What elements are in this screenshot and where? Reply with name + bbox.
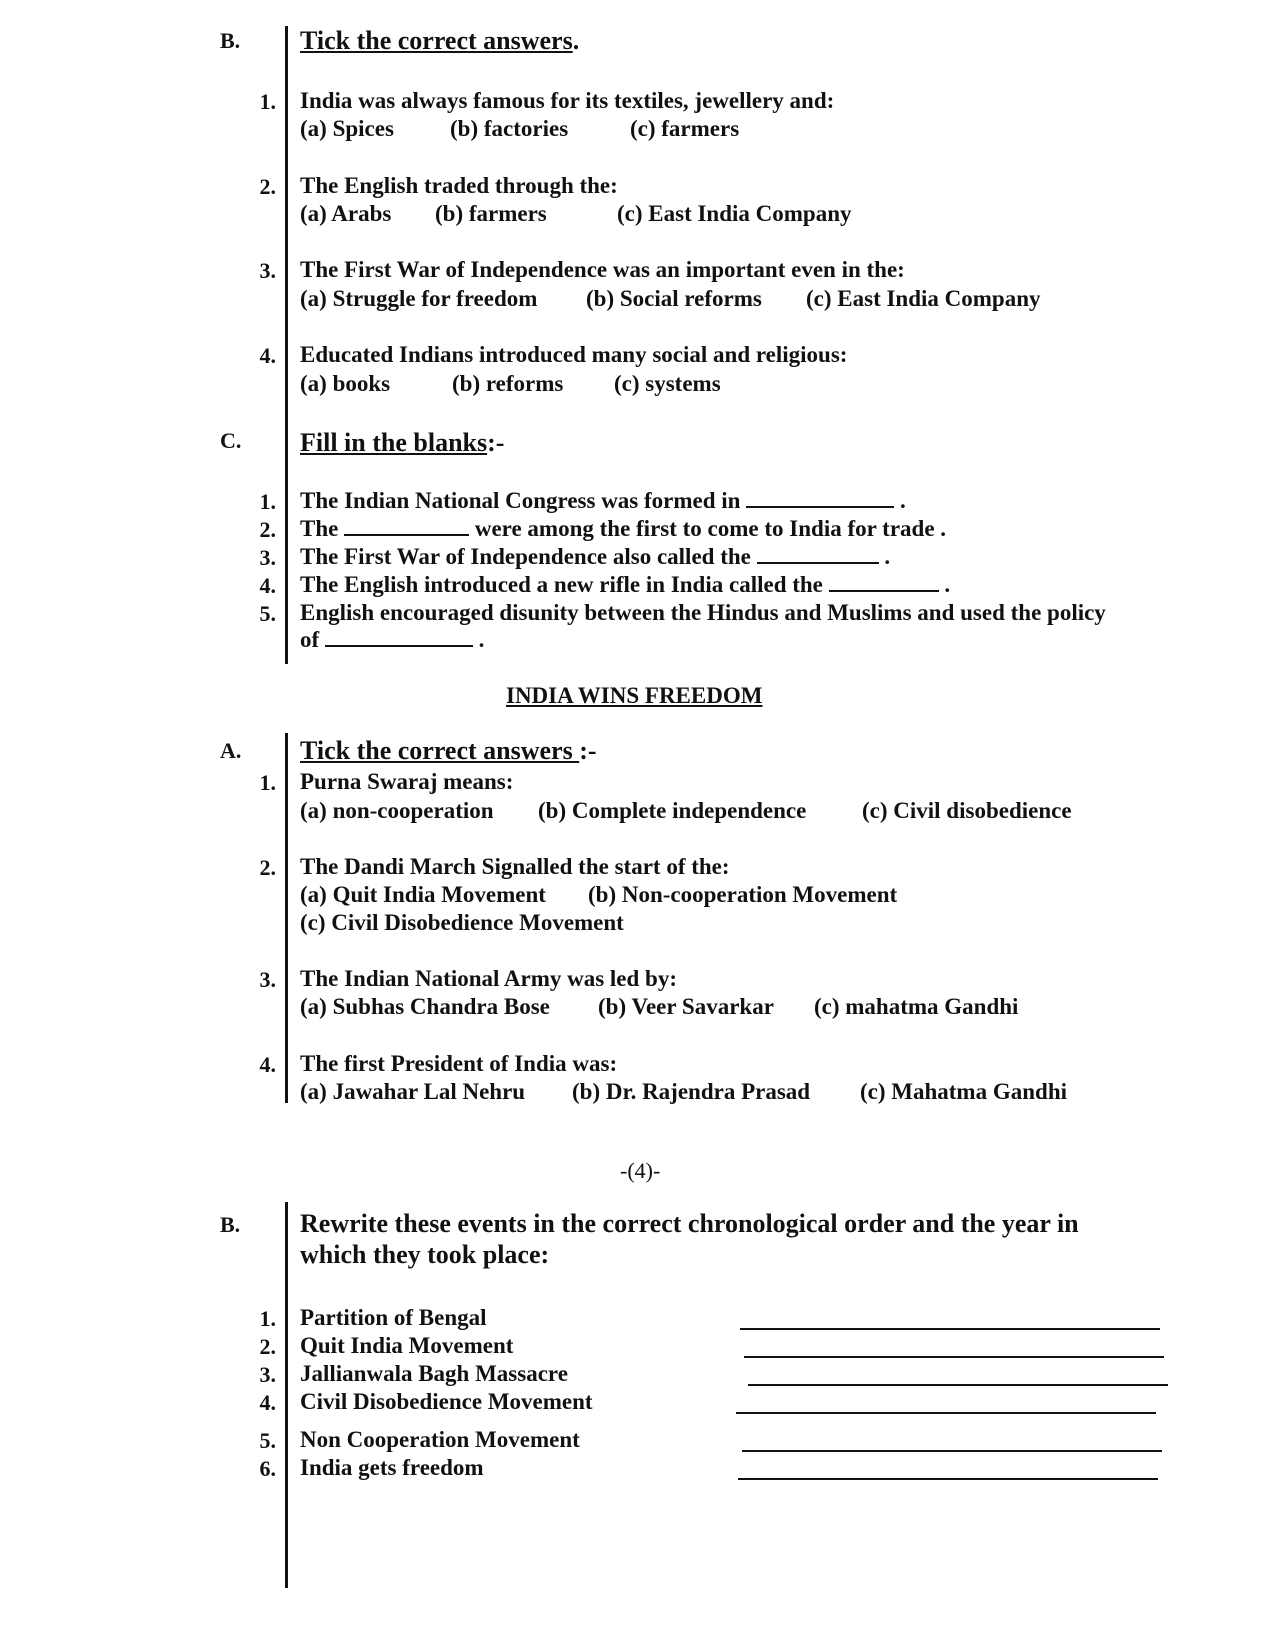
question-text: The Indian National Army was led by:: [300, 966, 678, 991]
event-number: 5.: [259, 1428, 276, 1453]
option-c[interactable]: (c) systems: [614, 371, 721, 396]
event-number: 3.: [259, 1362, 276, 1387]
page-number: -(4)-: [620, 1158, 661, 1183]
question-number: 1.: [259, 89, 276, 114]
question-text: Educated Indians introduced many social and religious:: [300, 342, 848, 367]
event-text: India gets freedom: [300, 1455, 484, 1480]
question-text: The First War of Independence was an important even in the:: [300, 257, 905, 282]
question-number: 1.: [259, 770, 276, 795]
blank-sentence: English encouraged disunity between the Hindus and Muslims and used the policy: [300, 600, 1106, 625]
question-number: 4.: [259, 343, 276, 368]
option-c[interactable]: (c) farmers: [630, 116, 740, 141]
margin-rule: [285, 1202, 288, 1588]
blank-sentence: The were among the first to come to India for trade .: [300, 516, 947, 541]
blank-number: 4.: [259, 573, 276, 598]
option-a[interactable]: (a) Jawahar Lal Nehru: [300, 1079, 526, 1104]
margin-rule: [285, 26, 288, 664]
event-text: Civil Disobedience Movement: [300, 1389, 593, 1414]
blank-sentence: The Indian National Congress was formed in .: [300, 488, 906, 513]
blank-line[interactable]: [829, 589, 939, 592]
question-text: Purna Swaraj means:: [300, 769, 514, 794]
option-b[interactable]: (b) Veer Savarkar: [598, 994, 774, 1019]
option-b[interactable]: (b) factories: [450, 116, 569, 141]
question-number: 2.: [259, 855, 276, 880]
answer-line[interactable]: [748, 1384, 1168, 1386]
option-c[interactable]: (c) East India Company: [617, 201, 852, 226]
option-a[interactable]: (a) Quit India Movement: [300, 882, 546, 907]
option-b[interactable]: (b) Dr. Rajendra Prasad: [572, 1079, 811, 1104]
blank-number: 3.: [259, 545, 276, 570]
option-a[interactable]: (a) Subhas Chandra Bose: [300, 994, 550, 1019]
answer-line[interactable]: [738, 1478, 1158, 1480]
option-c[interactable]: (c) mahatma Gandhi: [814, 994, 1019, 1019]
option-c[interactable]: (c) Civil disobedience: [862, 798, 1072, 823]
answer-line[interactable]: [740, 1328, 1160, 1330]
event-number: 1.: [259, 1306, 276, 1331]
option-b[interactable]: (b) Complete independence: [538, 798, 807, 823]
section-letter: B.: [220, 1212, 241, 1237]
margin-rule: [285, 733, 288, 1103]
option-a[interactable]: (a) Struggle for freedom: [300, 286, 538, 311]
option-b[interactable]: (b) Social reforms: [586, 286, 762, 311]
option-a[interactable]: (a) non-cooperation: [300, 798, 494, 823]
blank-line[interactable]: [344, 533, 469, 536]
question-text: The first President of India was:: [300, 1051, 618, 1076]
blank-line[interactable]: [757, 561, 879, 564]
section-letter: A.: [220, 738, 242, 763]
event-text: Quit India Movement: [300, 1333, 514, 1358]
section-heading: Tick the correct answers :-: [300, 736, 597, 765]
section-heading: Fill in the blanks:-: [300, 428, 505, 457]
chapter-title: INDIA WINS FREEDOM: [506, 683, 763, 708]
section-heading: Rewrite these events in the correct chronological order and the year in: [300, 1209, 1079, 1238]
event-number: 6.: [259, 1456, 276, 1481]
answer-line[interactable]: [736, 1412, 1156, 1414]
section-letter: C.: [220, 428, 242, 453]
question-number: 4.: [259, 1052, 276, 1077]
event-text: Non Cooperation Movement: [300, 1427, 580, 1452]
blank-sentence: The First War of Independence also called the .: [300, 544, 891, 569]
option-b[interactable]: (b) Non-cooperation Movement: [588, 882, 898, 907]
blank-number: 2.: [259, 517, 276, 542]
option-b[interactable]: (b) farmers: [435, 201, 547, 226]
event-number: 2.: [259, 1334, 276, 1359]
blank-line[interactable]: [325, 644, 473, 647]
option-c[interactable]: (c) Civil Disobedience Movement: [300, 910, 624, 935]
section-heading-cont: which they took place:: [300, 1240, 550, 1269]
question-number: 3.: [259, 967, 276, 992]
event-text: Jallianwala Bagh Massacre: [300, 1361, 568, 1386]
blank-sentence-cont: of .: [300, 627, 485, 652]
option-b[interactable]: (b) reforms: [452, 371, 564, 396]
option-c[interactable]: (c) Mahatma Gandhi: [860, 1079, 1067, 1104]
blank-number: 5.: [259, 601, 276, 626]
question-number: 2.: [259, 174, 276, 199]
event-text: Partition of Bengal: [300, 1305, 487, 1330]
answer-line[interactable]: [744, 1356, 1164, 1358]
question-text: The English traded through the:: [300, 173, 618, 198]
section-heading: Tick the correct answers.: [300, 26, 580, 55]
question-text: India was always famous for its textiles, jewellery and:: [300, 88, 835, 113]
blank-number: 1.: [259, 489, 276, 514]
question-text: The Dandi March Signalled the start of the:: [300, 854, 730, 879]
option-c[interactable]: (c) East India Company: [806, 286, 1041, 311]
answer-line[interactable]: [742, 1450, 1162, 1452]
event-number: 4.: [259, 1390, 276, 1415]
option-a[interactable]: (a) Arabs: [300, 201, 392, 226]
blank-line[interactable]: [746, 505, 894, 508]
question-number: 3.: [259, 258, 276, 283]
blank-sentence: The English introduced a new rifle in India called the .: [300, 572, 951, 597]
option-a[interactable]: (a) books: [300, 371, 391, 396]
option-a[interactable]: (a) Spices: [300, 116, 394, 141]
section-letter: B.: [220, 28, 241, 53]
